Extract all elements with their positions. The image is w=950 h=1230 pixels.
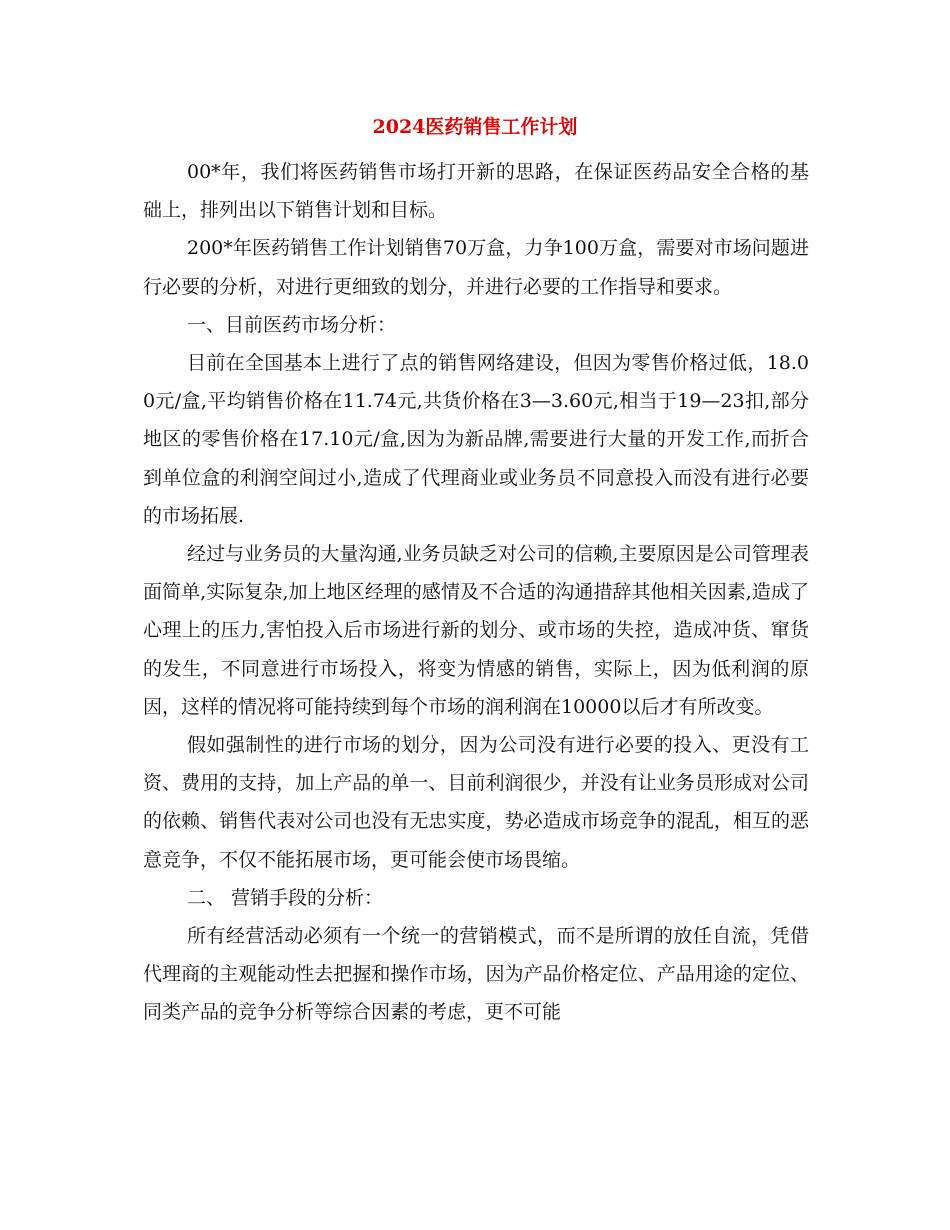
paragraph-intro: 00*年，我们将医药销售市场打开新的思路，在保证医药品安全合格的基础上，排列出以下销售计划和目标。 xyxy=(143,161,809,222)
section-heading-market-analysis: 一、目前医药市场分析： xyxy=(187,313,397,336)
paragraph-communication: 经过与业务员的大量沟通,业务员缺乏对公司的信赖,主要原因是公司管理表面简单,实际复杂,加上地区经理的感情及不合适的沟通措辞其他相关因素,造成了心理上的压力,害怕投入后市场进行新的划分、或市场的失控，造成冲货、窜货的发生，不同意进行市场投入，将变为情感的销售，实际上，因为低利润的原因，这样的情况将可能持续到每个市场的润利润在10000以后才有所改变。 xyxy=(143,543,809,718)
paragraph-market-division: 假如强制性的进行市场的划分，因为公司没有进行必要的投入、更没有工资、费用的支持，加上产品的单一、目前利润很少，并没有让业务员形成对公司的依赖、销售代表对公司也没有无忠实度，势必造成市场竞争的混乱，相互的恶意竞争，不仅不能拓展市场，更可能会使市场畏缩。 xyxy=(143,734,809,871)
paragraph-market-status: 目前在全国基本上进行了点的销售网络建设，但因为零售价格过低，18.00元/盒,平均销售价格在11.74元,共货价格在3—3.60元,相当于19—23扣,部分地区的零售价格在17.10元/盒,因为为新品牌,需要进行大量的开发工作,而折合到单位盒的利润空间过小,造成了代理商业或业务员不同意投入而没有进行必要的市场拓展. xyxy=(143,352,809,527)
paragraph-sales-target: 200*年医药销售工作计划销售70万盒，力争100万盒，需要对市场问题进行必要的分析，对进行更细致的划分，并进行必要的工作指导和要求。 xyxy=(143,237,809,298)
section-heading-marketing-analysis: 二、 营销手段的分析： xyxy=(187,886,384,909)
paragraph-marketing-model: 所有经营活动必须有一个统一的营销模式，而不是所谓的放任自流，凭借代理商的主观能动性去把握和操作市场，因为产品价格定位、产品用途的定位、同类产品的竞争分析等综合因素的考虑，更不可能 xyxy=(143,925,809,1024)
document-title: 2024医药销售工作计划 xyxy=(372,116,578,138)
document-body xyxy=(143,153,809,1032)
